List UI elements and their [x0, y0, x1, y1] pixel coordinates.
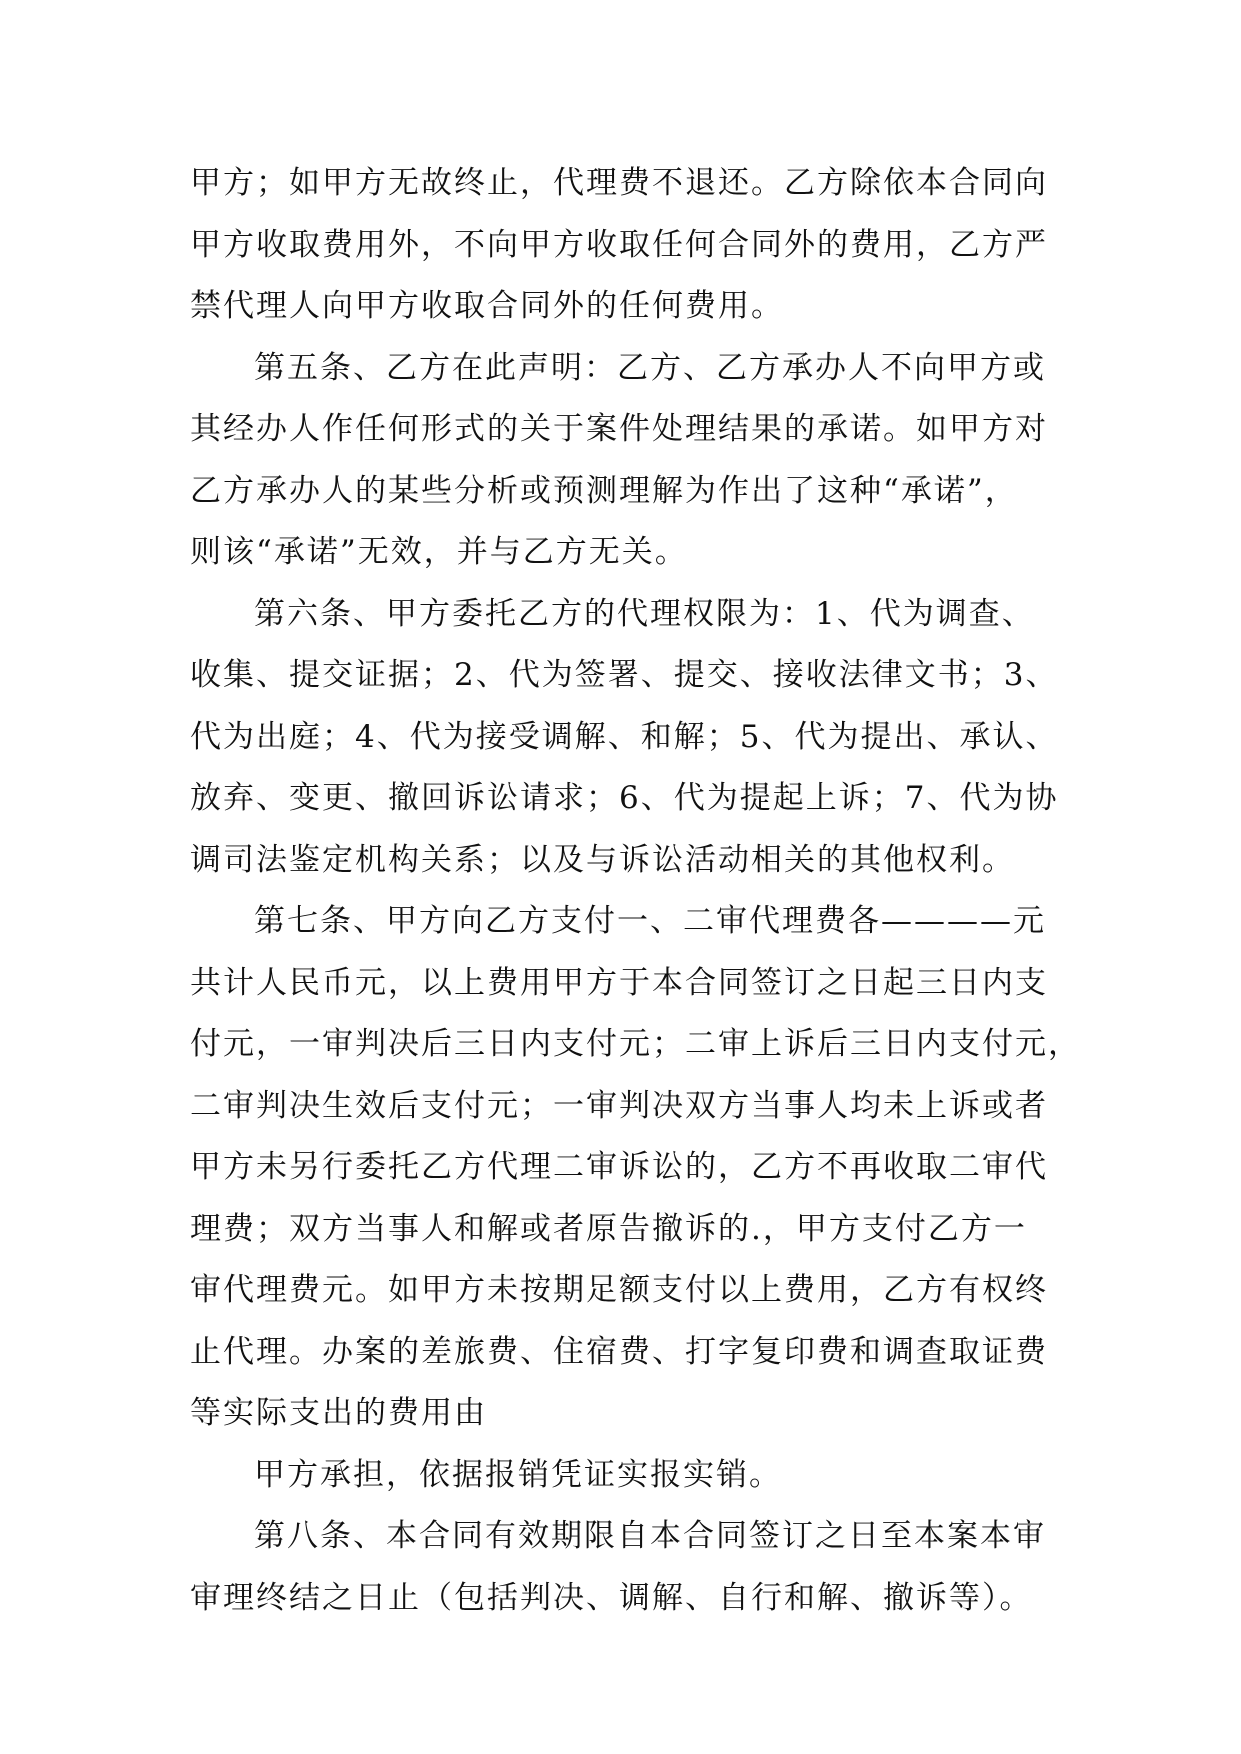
- text-line: 付元，一审判决后三日内支付元；二审上诉后三日内支付元，: [190, 1026, 1081, 1062]
- text-line: 代为出庭；4、代为接受调解、和解；5、代为提出、承认、: [190, 718, 1059, 755]
- text-line: 放弃、变更、撤回诉讼请求；6、代为提起上诉；7、代为协: [190, 780, 1059, 816]
- text-line: 其经办人作任何形式的关于案件处理结果的承诺。如甲方对: [190, 411, 1048, 447]
- contract-text: [190, 153, 1081, 1629]
- text-line: 止代理。办案的差旅费、住宿费、打字复印费和调查取证费: [190, 1333, 1048, 1370]
- text-line: 理费；双方当事人和解或者原告撤诉的.，甲方支付乙方一: [190, 1210, 1027, 1247]
- text-line: 甲方未另行委托乙方代理二审诉讼的，乙方不再收取二审代: [190, 1149, 1048, 1185]
- article-7-start: 第七条、甲方向乙方支付一、二审代理费各————元: [254, 903, 1046, 939]
- expense-line: 甲方承担，依据报销凭证实报实销。: [254, 1456, 782, 1493]
- text-line: 二审判决生效后支付元；一审判决双方当事人均未上诉或者: [190, 1087, 1048, 1124]
- article-6-start: 第六条、甲方委托乙方的代理权限为：1、代为调查、: [254, 595, 1035, 632]
- text-line: 甲方；如甲方无故终止，代理费不退还。乙方除依本合同向: [190, 165, 1048, 201]
- text-line: 甲方收取费用外，不向甲方收取任何合同外的费用，乙方严: [190, 226, 1048, 263]
- text-line: 乙方承办人的某些分析或预测理解为作出了这种“承诺”，: [190, 472, 1018, 509]
- text-line: 则该“承诺”无效，并与乙方无关。: [190, 534, 688, 570]
- text-line: 等实际支出的费用由: [190, 1395, 487, 1431]
- article-5-start: 第五条、乙方在此声明：乙方、乙方承办人不向甲方或: [254, 349, 1046, 386]
- text-line: 禁代理人向甲方收取合同外的任何费用。: [190, 288, 784, 324]
- text-line: 审理终结之日止（包括判决、调解、自行和解、撤诉等）。: [190, 1579, 1033, 1616]
- text-line: 共计人民币元，以上费用甲方于本合同签订之日起三日内支: [190, 964, 1048, 1001]
- text-line: 调司法鉴定机构关系；以及与诉讼活动相关的其他权利。: [190, 841, 1015, 878]
- article-8-start: 第八条、本合同有效期限自本合同签订之日至本案本审: [254, 1518, 1046, 1554]
- text-line: 收集、提交证据；2、代为签署、提交、接收法律文书；3、: [190, 657, 1059, 693]
- text-line: 审代理费元。如甲方未按期足额支付以上费用，乙方有权终: [190, 1272, 1048, 1308]
